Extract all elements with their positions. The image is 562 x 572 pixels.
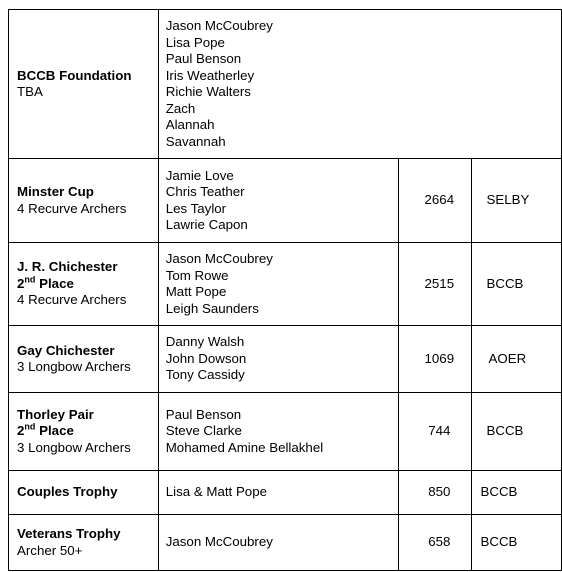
event-cell xyxy=(9,326,159,393)
place-number: 2 xyxy=(17,275,25,291)
archer-name: Jamie Love xyxy=(165,167,234,183)
event-subtitle: 4 Recurve Archers xyxy=(17,292,127,308)
event-title: Thorley Pair xyxy=(17,406,94,422)
event-subtitle: 3 Longbow Archers xyxy=(17,439,131,455)
event-cell xyxy=(9,471,159,515)
table-row xyxy=(9,10,562,159)
table-row xyxy=(9,159,562,243)
event-subtitle: 3 Longbow Archers xyxy=(17,359,131,374)
archer-name: Lisa Pope xyxy=(165,34,225,50)
archers-cell xyxy=(158,243,398,326)
archer-name: Danny Walsh xyxy=(165,334,245,350)
place-suffix: nd xyxy=(24,274,36,285)
club-cell: BCCB xyxy=(472,243,562,326)
place-label xyxy=(17,423,158,440)
archer-name: Steve Clarke xyxy=(165,423,242,439)
archers-cell xyxy=(158,393,398,471)
archer-name: Paul Benson xyxy=(165,406,242,422)
archer-name: John Dowson xyxy=(165,350,247,366)
club-cell: BCCB xyxy=(472,471,562,515)
archer-name: Jason McCoubrey xyxy=(165,251,273,266)
archer-name: Lawrie Capon xyxy=(165,217,248,232)
score-cell: 2664 xyxy=(399,159,472,243)
place-word: Place xyxy=(39,423,74,439)
archer-name: Paul Benson xyxy=(165,51,242,66)
archers-cell xyxy=(158,471,398,515)
place-number: 2 xyxy=(17,423,25,439)
score-cell: 2515 xyxy=(399,243,472,326)
table-row xyxy=(9,393,562,471)
event-cell xyxy=(9,10,159,159)
archer-name: Jason McCoubrey xyxy=(165,534,273,550)
archer-name: Lisa & Matt Pope xyxy=(165,484,267,500)
table-row xyxy=(9,243,562,326)
club-cell: SELBY xyxy=(472,159,562,243)
results-table xyxy=(8,9,562,571)
archer-name: Matt Pope xyxy=(165,284,227,299)
archers-cell xyxy=(158,326,398,393)
score-cell: 744 xyxy=(399,393,472,471)
archer-name: Alannah xyxy=(165,117,215,132)
place-word: Place xyxy=(39,275,74,291)
event-subtitle: Archer 50+ xyxy=(17,542,83,558)
archers-cell xyxy=(158,10,561,159)
event-title: Veterans Trophy xyxy=(17,526,121,541)
archer-name: Les Taylor xyxy=(165,200,227,216)
archer-name: Chris Teather xyxy=(165,184,245,199)
event-subtitle: 4 Recurve Archers xyxy=(17,200,127,216)
club-cell: BCCB xyxy=(472,393,562,471)
archers-cell xyxy=(158,515,398,571)
archer-name: Tony Cassidy xyxy=(165,367,245,383)
event-subtitle: TBA xyxy=(17,84,43,99)
archer-name: Mohamed Amine Bellakhel xyxy=(165,439,324,455)
club-cell: AOER xyxy=(472,326,562,393)
archer-name: Jason McCoubrey xyxy=(165,18,273,33)
archer-name: Tom Rowe xyxy=(165,267,229,283)
event-title: Couples Trophy xyxy=(17,484,118,500)
event-cell xyxy=(9,515,159,571)
score-cell: 1069 xyxy=(399,326,472,393)
archer-name: Zach xyxy=(165,100,196,116)
archer-name: Leigh Saunders xyxy=(165,300,259,316)
event-cell xyxy=(9,159,159,243)
event-title: J. R. Chichester xyxy=(17,259,118,275)
table-row xyxy=(9,326,562,393)
table-row xyxy=(9,471,562,515)
event-title: BCCB Foundation xyxy=(17,67,132,83)
archer-name: Richie Walters xyxy=(165,84,251,99)
score-cell: 658 xyxy=(399,515,472,571)
archer-name: Iris Weatherley xyxy=(165,67,255,83)
place-suffix: nd xyxy=(24,421,36,432)
event-cell xyxy=(9,243,159,326)
archer-name: Savannah xyxy=(165,133,226,149)
event-cell xyxy=(9,393,159,471)
table-row xyxy=(9,515,562,571)
archers-cell xyxy=(158,159,398,243)
event-title: Minster Cup xyxy=(17,184,94,199)
club-cell: BCCB xyxy=(472,515,562,571)
score-cell: 850 xyxy=(399,471,472,515)
event-title: Gay Chichester xyxy=(17,342,115,358)
place-label xyxy=(17,276,158,293)
